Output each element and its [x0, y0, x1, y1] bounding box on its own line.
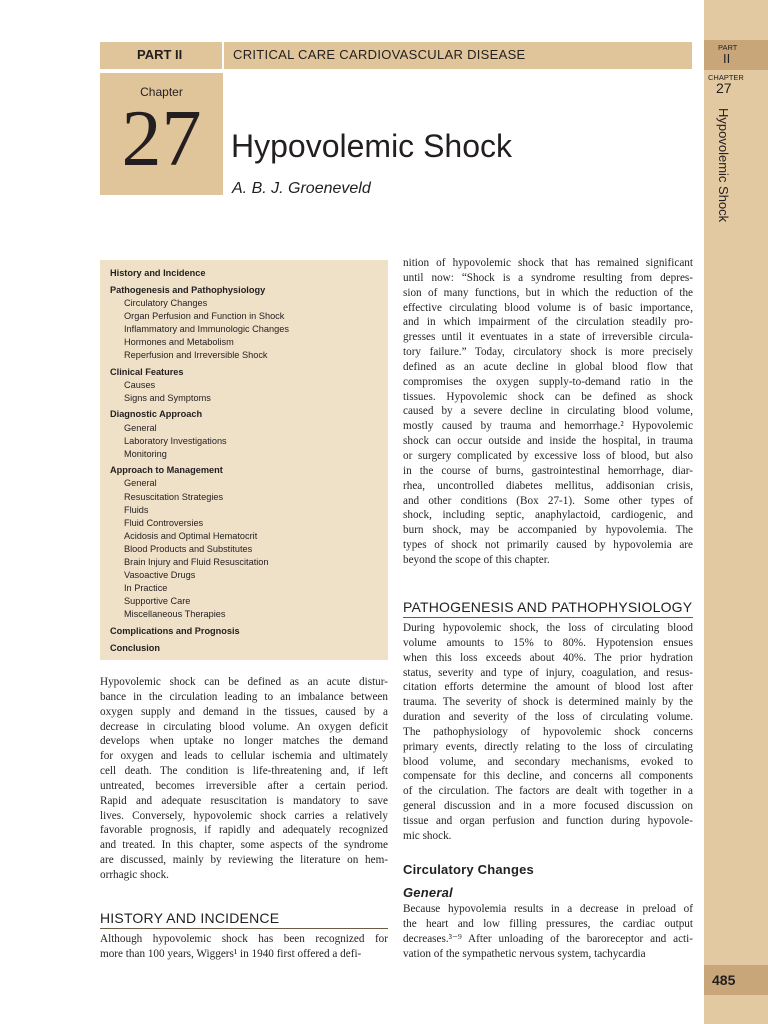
side-part-number: II [723, 51, 731, 66]
text-line: decreases.³⁻⁹ After unloading of the baroreceptor and acti- [403, 932, 693, 945]
outline-item: Acidosis and Optimal Hematocrit [124, 530, 258, 541]
text-line: types of shock not primarily caused by hypovolemia are [403, 539, 693, 552]
side-running-title: Hypovolemic Shock [716, 108, 731, 223]
outline-item: Clinical Features [110, 366, 184, 377]
text-line: nition of hypovolemic shock that has remained significant [403, 257, 693, 269]
outline-item: Complications and Prognosis [110, 625, 240, 636]
text-line: Because hypovolemia results in a decrease in preload of [403, 903, 693, 915]
intro-paragraph [100, 675, 388, 883]
text-line: beyond the scope of this chapter. [403, 553, 550, 566]
text-line: tory failure.” Today, circulatory shock is more precisely [403, 346, 693, 359]
outline-item: Diagnostic Approach [110, 409, 203, 420]
outline-item: Reperfusion and Irreversible Shock [124, 350, 268, 361]
outline-item: History and Incidence [110, 268, 206, 278]
part-header-band [100, 42, 692, 69]
outline-item: Conclusion [110, 642, 161, 653]
text-line: burn shock, may be accompanied by hypovolemia. The [403, 524, 693, 537]
text-line: mic shock. [403, 829, 452, 842]
text-line: compensate for this decline, and concerns all components [403, 770, 693, 783]
text-line: citation efforts determine the amount of blood lost after [403, 681, 693, 694]
text-line: untreated, becomes irreversible after a certain period. [100, 779, 388, 792]
text-line: decrease in circulating blood volume. An oxygen deficit [100, 720, 388, 733]
text-line: The pathophysiology of hypovolemic shock concerns [403, 725, 693, 738]
text-line: or surgery complicated by excessive loss of blood, but also [403, 449, 693, 462]
text-line: the heart and low filling pressures, the cardiac output [403, 917, 693, 930]
text-line: During hypovolemic shock, the loss of circulating blood [403, 622, 693, 634]
text-line: are discussed, mainly by reviewing the literature on hem- [100, 854, 388, 867]
outline-item: Laboratory Investigations [124, 435, 227, 446]
side-tab-strip [704, 0, 768, 1024]
section-rule-pathogenesis [403, 617, 693, 618]
text-line: trauma. The severity of shock is determined mainly by the [403, 696, 693, 709]
outline-item: In Practice [124, 583, 168, 594]
text-line: Rapid and adequate resuscitation is mandatory to save [100, 794, 388, 807]
side-part-box [704, 40, 768, 70]
side-part-label: PART [718, 43, 738, 52]
outline-item: Fluid Controversies [124, 517, 204, 528]
outline-item: General [124, 478, 157, 489]
text-line: blood volume, and secondary mechanisms, evoked to [403, 755, 693, 768]
text-line: shock can occur outside and inside the hospital, in trauma [403, 435, 693, 448]
text-line: volume amounts to 15% to 80%. Hypotension ensues [403, 636, 693, 649]
outline-item: General [124, 422, 157, 433]
chapter-outline-list [110, 267, 289, 655]
chapter-author: A. B. J. Groeneveld [232, 180, 371, 197]
pathogenesis-paragraph [403, 621, 693, 844]
outline-item: Organ Perfusion and Function in Shock [124, 310, 285, 321]
side-chapter-number: 27 [716, 80, 732, 96]
text-line: primary events, directly relating to the loss of circulating [403, 740, 693, 753]
chapter-title: Hypovolemic Shock [231, 128, 512, 164]
page-number-box [704, 965, 768, 995]
text-line: when this loss exceeds about 40%. The prior hydration [403, 651, 693, 664]
outline-item: Vasoactive Drugs [124, 570, 196, 581]
text-line: effective circulating blood volume is of basic importance, [403, 301, 693, 314]
outline-item: Resuscitation Strategies [124, 491, 224, 502]
chapter-outline-box [100, 260, 388, 660]
part-divider [222, 42, 224, 69]
text-line: Hypovolemic shock can be defined as an acute distur- [100, 676, 388, 688]
text-line: Although hypovolemic shock has been recognized for [100, 933, 388, 945]
text-line: gresses until it eventuates in a state of irreversible circula- [403, 331, 693, 344]
text-line: for oxygen and leads to cellular ischemia and ultimately [100, 750, 388, 763]
text-line: status, severity and type of injury, coagulation, and resus- [403, 666, 693, 679]
outline-item: Monitoring [124, 448, 167, 459]
text-line: oxygen supply and demand in the tissues, caused by a [100, 705, 388, 718]
text-line: until now: “Shock is a syndrome resulting from depres- [403, 271, 693, 284]
section-heading-history: HISTORY AND INCIDENCE [100, 910, 280, 926]
outline-item: Approach to Management [110, 465, 223, 476]
text-line: orrhagic shock. [100, 868, 169, 881]
text-line: cell death. The condition is life-threatening and, if left [100, 765, 388, 778]
text-line: lives. Conversely, hypovolemic shock carries a relatively [100, 809, 388, 822]
part-label: PART II [137, 47, 183, 62]
chapter-number: 27 [121, 95, 202, 183]
outline-item: Inflammatory and Immunologic Changes [124, 323, 289, 334]
chapter-label: Chapter [140, 85, 183, 99]
outline-item: Fluids [124, 504, 149, 515]
text-line: favorable prognosis, if rapidly and adequately recognized [100, 824, 388, 837]
text-line: and other conditions (Box 27-1). Some other types of [403, 494, 693, 507]
side-chapter-label: CHAPTER [708, 73, 744, 82]
text-line: caused by a severe decline in circulating blood volume, [403, 405, 693, 418]
history-paragraph [100, 932, 388, 962]
outline-item: Supportive Care [124, 596, 191, 607]
text-line: tissue and organ perfusion and function during hypovole- [403, 814, 693, 827]
text-line: sion of many functions, but in which the reduction of the [403, 286, 693, 299]
text-line: general discussion and in a more focused discussion on [403, 800, 693, 813]
subsection-heading-circulatory: Circulatory Changes [403, 862, 534, 877]
outline-item: Blood Products and Substitutes [124, 543, 253, 554]
general-paragraph [403, 902, 693, 961]
text-line: tissues. Hypovolemic shock can be defined as shock [403, 390, 693, 403]
text-line: rhea, uncontrolled diabetes mellitus, addisonian crisis, [403, 479, 693, 492]
text-line: and treated. In this chapter, some aspects of the syndrome [100, 839, 388, 852]
text-line: shock, including septic, anaphylactoid, cardiogenic, and [403, 509, 693, 522]
subsection-heading-general: General [403, 885, 453, 900]
outline-item: Causes [124, 379, 156, 390]
text-line: defined as an acute decline in global blood flow that [403, 360, 693, 373]
text-line: and in which impairment of the circulation steadily pro- [403, 316, 693, 329]
text-line: bance in the circulation leading to an imbalance between [100, 690, 388, 703]
definition-paragraph [403, 256, 693, 568]
outline-item: Brain Injury and Fluid Resuscitation [124, 556, 269, 567]
outline-item: Signs and Symptoms [124, 392, 211, 403]
outline-item: Hormones and Metabolism [124, 336, 234, 347]
outline-item: Miscellaneous Therapies [124, 609, 226, 620]
part-title: CRITICAL CARE CARDIOVASCULAR DISEASE [233, 47, 526, 62]
outline-item: Circulatory Changes [124, 297, 208, 308]
page-number: 485 [712, 972, 736, 988]
text-line: in the course of burns, gastrointestinal hemorrhage, diar- [403, 464, 693, 477]
chapter-number-box [100, 73, 223, 195]
text-line: vation of the sympathetic nervous system, tachycardia [403, 947, 646, 960]
text-line: mostly caused by trauma and hemorrhage.² Hypovolemic [403, 420, 693, 433]
outline-item: Pathogenesis and Pathophysiology [110, 284, 266, 295]
text-line: compromises the oxygen supply-to-demand ratio in the [403, 375, 693, 388]
text-line: duration and severity of the loss of circulating volume. [403, 711, 693, 724]
text-line: of the circulation. The factors are dealt with together in a [403, 785, 693, 798]
text-line: develops when uptake no longer matches the demand [100, 735, 388, 748]
section-heading-pathogenesis: PATHOGENESIS AND PATHOPHYSIOLOGY [403, 599, 693, 615]
section-rule-history [100, 928, 388, 929]
text-line: more than 100 years, Wiggers¹ in 1940 first offered a defi- [100, 947, 362, 960]
